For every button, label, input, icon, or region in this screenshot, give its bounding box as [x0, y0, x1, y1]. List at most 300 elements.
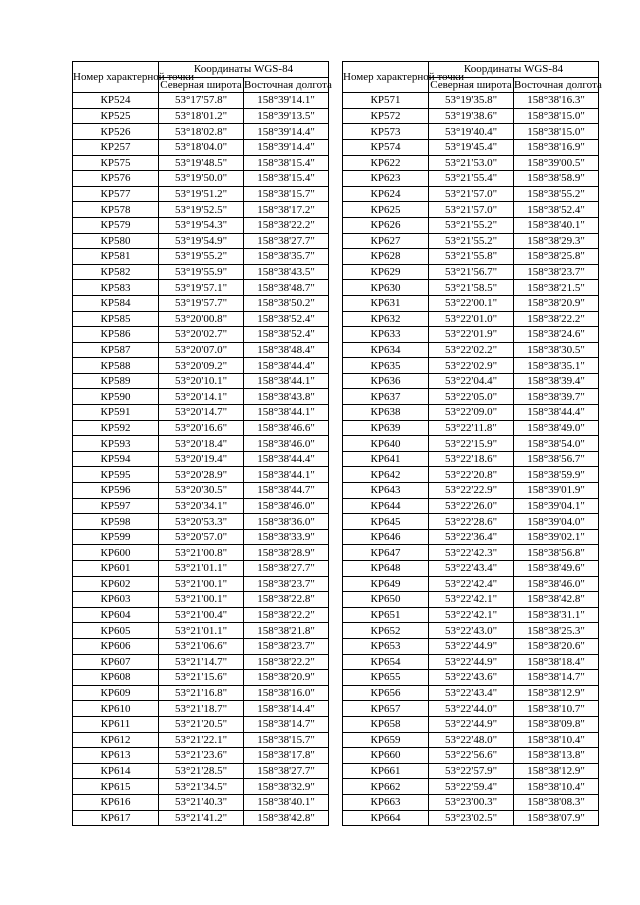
longitude-cell: 158°38'46.6" [244, 420, 329, 436]
latitude-cell: 53°19'54.3" [159, 217, 244, 233]
table-row [343, 93, 599, 109]
table-row [73, 233, 329, 249]
longitude-cell: 158°38'59.9" [514, 467, 599, 483]
longitude-cell: 158°38'46.0" [244, 498, 329, 514]
latitude-cell: 53°20'10.1" [159, 373, 244, 389]
latitude-cell: 53°22'09.0" [429, 405, 514, 421]
latitude-cell: 53°22'44.9" [429, 716, 514, 732]
latitude-cell: 53°18'04.0" [159, 139, 244, 155]
longitude-cell: 158°38'25.3" [514, 623, 599, 639]
latitude-cell: 53°21'22.1" [159, 732, 244, 748]
latitude-cell: 53°22'57.9" [429, 763, 514, 779]
point-number-cell: КР524 [73, 93, 159, 109]
latitude-cell: 53°21'53.0" [429, 155, 514, 171]
latitude-cell: 53°20'14.7" [159, 405, 244, 421]
table-row [73, 483, 329, 499]
point-number-cell: КР595 [73, 467, 159, 483]
point-number-cell: КР615 [73, 779, 159, 795]
table-row [73, 654, 329, 670]
latitude-cell: 53°20'16.6" [159, 420, 244, 436]
point-number-cell: КР575 [73, 155, 159, 171]
latitude-cell: 53°22'11.8" [429, 420, 514, 436]
point-number-cell: КР634 [343, 342, 429, 358]
table-row [73, 779, 329, 795]
table-row [343, 576, 599, 592]
latitude-header: Северная широта [160, 78, 242, 91]
table-row [343, 155, 599, 171]
table-row [73, 732, 329, 748]
point-number-cell: КР654 [343, 654, 429, 670]
longitude-cell: 158°38'27.7" [244, 763, 329, 779]
point-number-cell: КР658 [343, 716, 429, 732]
table-body [343, 93, 599, 826]
point-number-cell: КР611 [73, 716, 159, 732]
table-row [73, 171, 329, 187]
table-header-row [73, 62, 329, 78]
table-row [343, 545, 599, 561]
point-number-cell: КР653 [343, 638, 429, 654]
longitude-cell: 158°38'17.2" [244, 202, 329, 218]
point-number-cell: КР604 [73, 607, 159, 623]
point-number-cell: КР633 [343, 327, 429, 343]
table-row [343, 732, 599, 748]
point-number-cell: КР647 [343, 545, 429, 561]
longitude-cell: 158°38'48.4" [244, 342, 329, 358]
table-row [73, 810, 329, 826]
point-number-cell: КР624 [343, 186, 429, 202]
table-row [73, 186, 329, 202]
longitude-cell: 158°38'43.5" [244, 264, 329, 280]
point-number-cell: КР257 [73, 139, 159, 155]
latitude-cell: 53°21'23.6" [159, 748, 244, 764]
point-number-cell: КР526 [73, 124, 159, 140]
point-number-cell: КР582 [73, 264, 159, 280]
point-number-cell: КР655 [343, 670, 429, 686]
point-number-cell: КР602 [73, 576, 159, 592]
table-row [73, 451, 329, 467]
point-number-cell: КР581 [73, 249, 159, 265]
longitude-cell: 158°38'44.4" [244, 451, 329, 467]
longitude-cell: 158°38'56.8" [514, 545, 599, 561]
point-number-cell: КР585 [73, 311, 159, 327]
table-row [343, 342, 599, 358]
latitude-cell: 53°22'02.9" [429, 358, 514, 374]
longitude-cell: 158°38'49.6" [514, 561, 599, 577]
latitude-cell: 53°22'43.4" [429, 561, 514, 577]
point-number-cell: КР663 [343, 794, 429, 810]
longitude-cell: 158°38'44.7" [244, 483, 329, 499]
latitude-cell: 53°21'34.5" [159, 779, 244, 795]
longitude-cell: 158°38'23.7" [244, 576, 329, 592]
latitude-cell: 53°19'51.2" [159, 186, 244, 202]
latitude-cell: 53°21'16.8" [159, 685, 244, 701]
point-number-cell: КР576 [73, 171, 159, 187]
point-number-cell: КР589 [73, 373, 159, 389]
longitude-cell: 158°38'46.0" [244, 436, 329, 452]
latitude-cell: 53°19'52.5" [159, 202, 244, 218]
longitude-cell: 158°39'14.4" [244, 139, 329, 155]
longitude-cell: 158°38'44.1" [244, 467, 329, 483]
table-row [343, 592, 599, 608]
table-row [73, 108, 329, 124]
point-number-cell: КР574 [343, 139, 429, 155]
table-row [73, 467, 329, 483]
table-row [73, 358, 329, 374]
longitude-cell: 158°38'21.8" [244, 623, 329, 639]
table-row [343, 716, 599, 732]
table-row [73, 311, 329, 327]
longitude-cell: 158°38'23.7" [244, 638, 329, 654]
table-row [73, 139, 329, 155]
point-number-cell: КР640 [343, 436, 429, 452]
latitude-cell: 53°20'18.4" [159, 436, 244, 452]
table-row [343, 763, 599, 779]
longitude-header: Восточная долгота [244, 78, 332, 91]
table-row [343, 280, 599, 296]
longitude-cell: 158°38'39.4" [514, 373, 599, 389]
table-row [343, 451, 599, 467]
coordinates-header: Координаты WGS-84 [429, 62, 599, 78]
table-row [343, 607, 599, 623]
latitude-cell: 53°19'55.9" [159, 264, 244, 280]
table-body [73, 93, 329, 826]
longitude-cell: 158°38'43.8" [244, 389, 329, 405]
latitude-cell: 53°22'36.4" [429, 529, 514, 545]
latitude-cell: 53°22'05.0" [429, 389, 514, 405]
point-number-cell: КР630 [343, 280, 429, 296]
table-row [343, 701, 599, 717]
point-number-cell: КР631 [343, 295, 429, 311]
latitude-cell: 53°21'28.5" [159, 763, 244, 779]
longitude-cell: 158°39'14.4" [244, 124, 329, 140]
table-row [73, 685, 329, 701]
point-number-cell: КР635 [343, 358, 429, 374]
longitude-cell: 158°39'14.1" [244, 93, 329, 109]
longitude-cell: 158°38'20.6" [514, 638, 599, 654]
table-row [343, 420, 599, 436]
latitude-cell: 53°22'59.4" [429, 779, 514, 795]
latitude-cell: 53°19'55.2" [159, 249, 244, 265]
latitude-cell: 53°19'38.6" [429, 108, 514, 124]
point-number-cell: КР637 [343, 389, 429, 405]
table-row [73, 327, 329, 343]
table-header-row [343, 62, 599, 78]
longitude-cell: 158°38'15.7" [244, 732, 329, 748]
latitude-cell: 53°20'53.3" [159, 514, 244, 530]
latitude-cell: 53°21'56.7" [429, 264, 514, 280]
longitude-cell: 158°38'23.7" [514, 264, 599, 280]
point-number-cell: КР594 [73, 451, 159, 467]
latitude-cell: 53°21'41.2" [159, 810, 244, 826]
point-number-cell: КР650 [343, 592, 429, 608]
point-number-cell: КР590 [73, 389, 159, 405]
point-number-cell: КР578 [73, 202, 159, 218]
longitude-cell: 158°38'22.2" [244, 654, 329, 670]
point-number-cell: КР601 [73, 561, 159, 577]
latitude-cell: 53°21'01.1" [159, 623, 244, 639]
latitude-cell: 53°20'09.2" [159, 358, 244, 374]
longitude-cell: 158°38'28.9" [244, 545, 329, 561]
latitude-cell: 53°19'50.0" [159, 171, 244, 187]
latitude-cell: 53°21'06.6" [159, 638, 244, 654]
table-row [73, 763, 329, 779]
latitude-cell: 53°23'00.3" [429, 794, 514, 810]
longitude-cell: 158°38'22.8" [244, 592, 329, 608]
table-row [343, 202, 599, 218]
coordinates-table-left [72, 61, 332, 826]
longitude-cell: 158°38'10.4" [514, 779, 599, 795]
latitude-cell: 53°20'00.8" [159, 311, 244, 327]
point-number-cell: КР573 [343, 124, 429, 140]
table-row [343, 794, 599, 810]
table-row [343, 779, 599, 795]
table-row [343, 295, 599, 311]
point-number-cell: КР642 [343, 467, 429, 483]
latitude-cell: 53°21'00.1" [159, 576, 244, 592]
longitude-cell: 158°38'44.4" [244, 358, 329, 374]
table-row [73, 545, 329, 561]
point-number-cell: КР587 [73, 342, 159, 358]
latitude-cell: 53°18'02.8" [159, 124, 244, 140]
longitude-cell: 158°39'02.1" [514, 529, 599, 545]
latitude-cell: 53°21'55.4" [429, 171, 514, 187]
point-number-cell: КР627 [343, 233, 429, 249]
latitude-cell: 53°22'26.0" [429, 498, 514, 514]
longitude-cell: 158°38'12.9" [514, 763, 599, 779]
table-row [343, 670, 599, 686]
table-row [73, 373, 329, 389]
table-row [343, 108, 599, 124]
longitude-cell: 158°38'13.8" [514, 748, 599, 764]
table-row [73, 592, 329, 608]
longitude-cell: 158°38'29.3" [514, 233, 599, 249]
latitude-cell: 53°21'57.0" [429, 186, 514, 202]
table-row [343, 685, 599, 701]
longitude-cell: 158°38'44.1" [244, 373, 329, 389]
table-row [343, 311, 599, 327]
latitude-cell: 53°21'55.2" [429, 217, 514, 233]
latitude-cell: 53°22'48.0" [429, 732, 514, 748]
longitude-cell: 158°38'52.4" [244, 311, 329, 327]
latitude-cell: 53°20'57.0" [159, 529, 244, 545]
latitude-cell: 53°21'01.1" [159, 561, 244, 577]
table-row [343, 264, 599, 280]
latitude-cell: 53°21'18.7" [159, 701, 244, 717]
point-number-cell: КР639 [343, 420, 429, 436]
longitude-cell: 158°38'27.7" [244, 561, 329, 577]
table-row [343, 436, 599, 452]
latitude-cell: 53°22'04.4" [429, 373, 514, 389]
point-number-cell: КР636 [343, 373, 429, 389]
latitude-cell: 53°21'58.5" [429, 280, 514, 296]
table-row [73, 716, 329, 732]
latitude-cell: 53°22'43.0" [429, 623, 514, 639]
point-number-cell: КР629 [343, 264, 429, 280]
table-row [343, 139, 599, 155]
longitude-cell: 158°38'14.4" [244, 701, 329, 717]
coordinates-header: Координаты WGS-84 [159, 62, 329, 78]
longitude-cell: 158°38'16.9" [514, 139, 599, 155]
table-row [343, 389, 599, 405]
point-number-cell: КР623 [343, 171, 429, 187]
latitude-cell: 53°22'44.9" [429, 638, 514, 654]
point-number-cell: КР593 [73, 436, 159, 452]
table-row [343, 217, 599, 233]
point-number-cell: КР596 [73, 483, 159, 499]
longitude-cell: 158°38'18.4" [514, 654, 599, 670]
table-row [343, 373, 599, 389]
point-number-cell: КР664 [343, 810, 429, 826]
longitude-cell: 158°38'30.5" [514, 342, 599, 358]
latitude-cell: 53°22'42.3" [429, 545, 514, 561]
point-number-cell: КР660 [343, 748, 429, 764]
longitude-cell: 158°39'04.0" [514, 514, 599, 530]
longitude-cell: 158°38'49.0" [514, 420, 599, 436]
point-number-cell: КР648 [343, 561, 429, 577]
longitude-cell: 158°38'42.8" [244, 810, 329, 826]
longitude-cell: 158°39'00.5" [514, 155, 599, 171]
longitude-cell: 158°38'44.1" [244, 405, 329, 421]
latitude-cell: 53°22'01.0" [429, 311, 514, 327]
latitude-cell: 53°22'43.4" [429, 685, 514, 701]
table-row [343, 483, 599, 499]
point-number-cell: КР616 [73, 794, 159, 810]
table-row [343, 514, 599, 530]
table-row [73, 529, 329, 545]
point-number-cell: КР584 [73, 295, 159, 311]
table-row [343, 498, 599, 514]
point-number-cell: КР656 [343, 685, 429, 701]
point-number-cell: КР638 [343, 405, 429, 421]
table-row [343, 654, 599, 670]
point-number-cell: КР625 [343, 202, 429, 218]
latitude-cell: 53°22'44.9" [429, 654, 514, 670]
longitude-header: Восточная долгота [514, 78, 602, 91]
table-row [343, 623, 599, 639]
longitude-cell: 158°38'39.7" [514, 389, 599, 405]
point-number-cell: КР613 [73, 748, 159, 764]
point-number-cell: КР645 [343, 514, 429, 530]
table-row [73, 280, 329, 296]
longitude-cell: 158°38'15.4" [244, 155, 329, 171]
table-row [343, 249, 599, 265]
longitude-cell: 158°38'44.4" [514, 405, 599, 421]
latitude-cell: 53°20'14.1" [159, 389, 244, 405]
point-number-cell: КР583 [73, 280, 159, 296]
point-number-cell: КР614 [73, 763, 159, 779]
point-number-cell: КР622 [343, 155, 429, 171]
point-number-cell: КР600 [73, 545, 159, 561]
point-number-cell: КР577 [73, 186, 159, 202]
latitude-cell: 53°20'02.7" [159, 327, 244, 343]
longitude-cell: 158°38'22.2" [514, 311, 599, 327]
longitude-cell: 158°38'09.8" [514, 716, 599, 732]
table-row [73, 155, 329, 171]
point-number-cell: КР617 [73, 810, 159, 826]
point-number-cell: КР643 [343, 483, 429, 499]
latitude-cell: 53°19'57.1" [159, 280, 244, 296]
point-number-cell: КР609 [73, 685, 159, 701]
table-row [343, 810, 599, 826]
point-number-cell: КР628 [343, 249, 429, 265]
latitude-cell: 53°21'00.1" [159, 592, 244, 608]
point-number-cell: КР597 [73, 498, 159, 514]
point-number-cell: КР612 [73, 732, 159, 748]
longitude-cell: 158°38'14.7" [244, 716, 329, 732]
longitude-cell: 158°38'52.4" [514, 202, 599, 218]
point-number-cell: КР657 [343, 701, 429, 717]
longitude-cell: 158°38'36.0" [244, 514, 329, 530]
latitude-cell: 53°22'44.0" [429, 701, 514, 717]
table-row [73, 342, 329, 358]
point-number-cell: КР599 [73, 529, 159, 545]
point-number-cell: КР586 [73, 327, 159, 343]
point-number-cell: КР571 [343, 93, 429, 109]
point-number-cell: КР603 [73, 592, 159, 608]
point-number-header: Номер характерной точки [343, 62, 429, 93]
longitude-cell: 158°38'16.0" [244, 685, 329, 701]
table-row [73, 514, 329, 530]
table-row [73, 794, 329, 810]
latitude-cell: 53°22'42.4" [429, 576, 514, 592]
latitude-cell: 53°17'57.8" [159, 93, 244, 109]
point-number-cell: КР652 [343, 623, 429, 639]
point-number-cell: КР579 [73, 217, 159, 233]
longitude-cell: 158°39'01.9" [514, 483, 599, 499]
latitude-cell: 53°21'14.7" [159, 654, 244, 670]
latitude-cell: 53°22'20.8" [429, 467, 514, 483]
table-row [73, 202, 329, 218]
latitude-cell: 53°22'01.9" [429, 327, 514, 343]
longitude-cell: 158°38'35.7" [244, 249, 329, 265]
latitude-cell: 53°21'55.2" [429, 233, 514, 249]
table-row [73, 701, 329, 717]
latitude-cell: 53°22'02.2" [429, 342, 514, 358]
longitude-cell: 158°38'16.3" [514, 93, 599, 109]
longitude-cell: 158°38'07.9" [514, 810, 599, 826]
longitude-cell: 158°38'46.0" [514, 576, 599, 592]
table-row [73, 405, 329, 421]
table-row [73, 249, 329, 265]
latitude-cell: 53°22'56.6" [429, 748, 514, 764]
point-number-cell: КР607 [73, 654, 159, 670]
table-row [343, 405, 599, 421]
latitude-cell: 53°18'01.2" [159, 108, 244, 124]
latitude-cell: 53°20'07.0" [159, 342, 244, 358]
longitude-cell: 158°38'55.2" [514, 186, 599, 202]
latitude-header: Северная широта [430, 78, 512, 91]
latitude-cell: 53°19'54.9" [159, 233, 244, 249]
longitude-cell: 158°38'27.7" [244, 233, 329, 249]
longitude-cell: 158°38'10.7" [514, 701, 599, 717]
latitude-cell: 53°19'40.4" [429, 124, 514, 140]
latitude-cell: 53°21'00.4" [159, 607, 244, 623]
table-row [343, 358, 599, 374]
table-row [73, 295, 329, 311]
longitude-cell: 158°38'42.8" [514, 592, 599, 608]
longitude-cell: 158°38'12.9" [514, 685, 599, 701]
point-number-cell: КР591 [73, 405, 159, 421]
point-number-cell: КР641 [343, 451, 429, 467]
table-row [343, 638, 599, 654]
latitude-cell: 53°22'42.1" [429, 592, 514, 608]
table-row [73, 436, 329, 452]
point-number-cell: КР649 [343, 576, 429, 592]
latitude-cell: 53°19'45.4" [429, 139, 514, 155]
latitude-cell: 53°22'00.1" [429, 295, 514, 311]
latitude-cell: 53°22'28.6" [429, 514, 514, 530]
table-row [343, 467, 599, 483]
